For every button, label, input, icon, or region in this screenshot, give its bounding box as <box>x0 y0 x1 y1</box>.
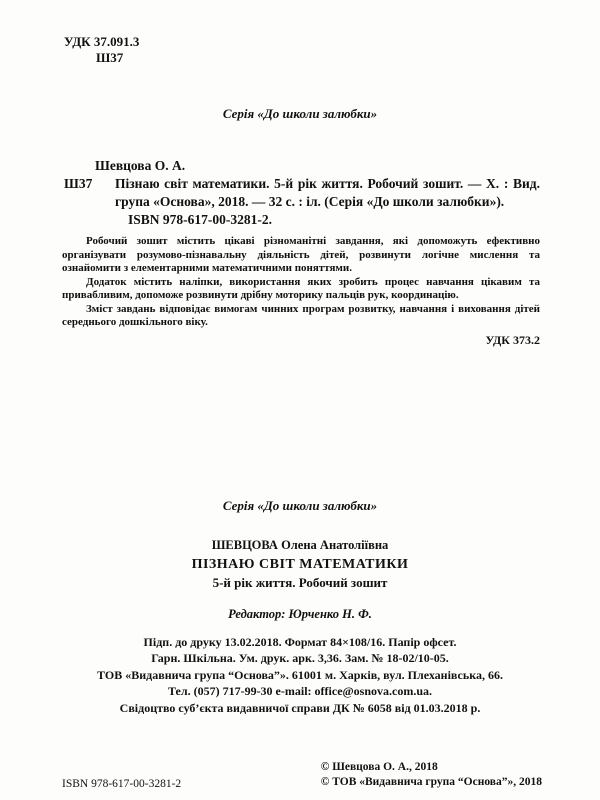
series-line: Серія «До школи залюбки» <box>222 497 378 513</box>
catalog-code: Ш37 <box>64 176 93 191</box>
catalog-entry <box>0 175 600 211</box>
imprint-line: Гарн. Шкільна. Ум. друк. арк. 3,36. Зам. № 18-02/10-05. <box>151 651 449 665</box>
footer-isbn: ISBN 978-617-00-3281-2 <box>62 778 182 790</box>
annotation-paragraph: Додаток містить наліпки, використання яких зробить процес навчання цікавим та привабливим, допоможе розвинути дрібну моторику пальців рук, координацію. <box>62 275 540 301</box>
annotation-paragraph: Зміст завдань відповідає вимогам чинних програм розвитку, навчання і виховання дітей середнього дошкільного віку. <box>62 302 540 328</box>
copyright-line: © ТОВ «Видавнича група “Основа”», 2018 <box>320 776 542 788</box>
imprint-line: Тел. (057) 717-99-30 e-mail: office@osnova.com.ua. <box>167 684 433 698</box>
udc-bottom: УДК 373.2 <box>485 332 540 347</box>
page-footer <box>0 760 600 790</box>
series-line: Серія «До школи залюбки» <box>222 106 378 121</box>
author-line: Шевцова О. А. <box>95 158 186 173</box>
isbn-line: ISBN 978-617-00-3281-2. <box>128 212 272 227</box>
annotation-paragraph: Робочий зошит містить цікаві різноманітні завдання, які допоможуть ефективно організувати розумово-пізнавальну діяльність дітей, розвинути логічне мислення та ознайомити з елементарними математичними поняттями. <box>62 235 540 274</box>
classification-codes <box>0 0 600 66</box>
catalog-text: Пізнаю світ математики. 5-й рік життя. Робочий зошит. — Х. : Вид. група «Основа», 2018. — 32 с. : іл. (Серія «До школи залюбки»). <box>115 176 540 209</box>
author-full-name: ШЕВЦОВА Олена Анатоліївна <box>211 537 389 552</box>
editor-line: Редактор: Юрченко Н. Ф. <box>228 606 372 621</box>
book-title: ПІЗНАЮ СВІТ МАТЕМАТИКИ <box>191 556 409 572</box>
publishing-block <box>0 498 600 717</box>
copyright-block <box>321 760 542 790</box>
imprint-line: Підп. до друку 13.02.2018. Формат 84×108/16. Папір офсет. <box>143 634 457 649</box>
udc-code: УДК 37.091.3 <box>64 34 140 49</box>
annotation-block <box>0 235 600 330</box>
imprint-line: ТОВ «Видавнича група “Основа”». 61001 м. Харків, вул. Плеханівська, 66. <box>97 667 503 682</box>
imprint-details <box>0 634 600 717</box>
book-subtitle: 5-й рік життя. Робочий зошит <box>212 574 388 590</box>
bbk-code: Ш37 <box>96 50 124 65</box>
copyright-line: © Шевцова О. А., 2018 <box>320 761 438 773</box>
imprint-line: Свідоцтво суб’єкта видавничої справи ДК № 6058 від 01.03.2018 р. <box>119 700 481 715</box>
